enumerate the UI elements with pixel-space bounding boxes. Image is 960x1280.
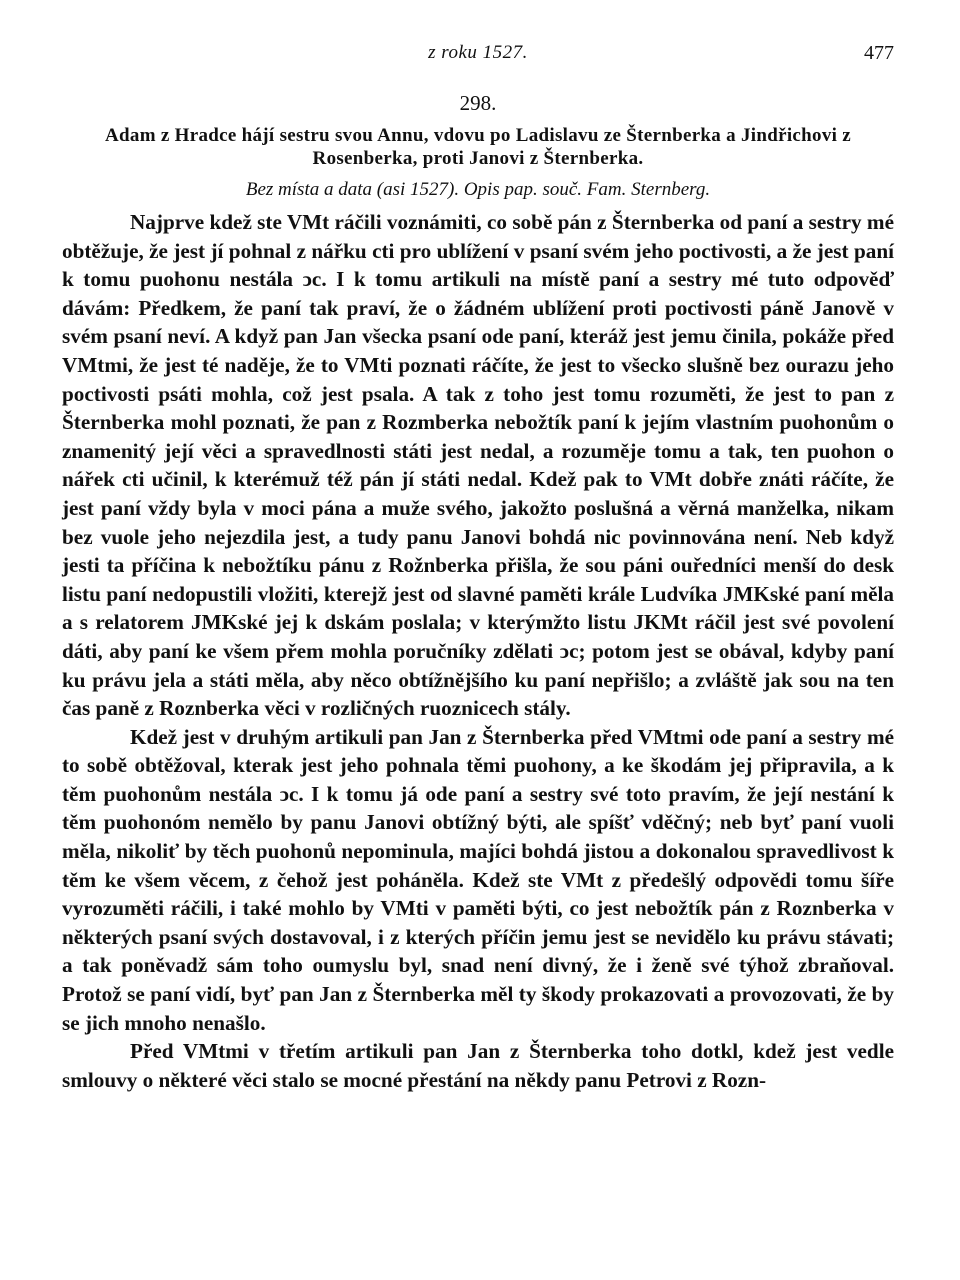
body-paragraph: Najprve kdež ste VMt ráčili voznámiti, co sobě pán z Šternberka od paní a sestry mé obtěžuje, že jest jí pohnal z nářku cti pro ublížení v psaní svém jeho poctivosti, a že jest paní k tomu puohonu nestála ͻc. I k tomu artikuli na místě paní a sestry mé tuto odpověď dávám: Předkem, že paní tak praví, že o žádném ublížení proti poctivosti páně Janově v svém psaní neví. A když pan Jan všecka psaní ode paní, kteráž jest jemu činila, pokáže před VMtmi, že jest té naděje, že to VMti poznati ráčíte, že jest to všecko slušně bez ourazu jeho poctivosti psáti mohla, což jest psala. A tak z toho jest tomu rozuměti, že jest to pan z Šternberka mohl poznati, že pan z Rozmberka nebožtík paní k jejím vlastním puohonům o znamenitý její věci a spravedlnosti státi jest nedal, a rozuměje tomu a tak, ten puohon o nářek cti učinil, k kterémuž též pán jí státi nedal. Kdež pak to VMt dobře znáti ráčíte, že jest paní vždy byla v moci pána a muže svého, jakožto poslušná a věrná manželka, nikam bez vuole jeho nejezdila jest, a tudy panu Janovi bohdá nic povinnována není. Neb když jesti ta příčina k nebožtíku pánu z Rožnberka přišla, že sou páni ouředníci menší do desk listu paní nedopustili vložiti, kterejž jest od slavné paměti krále Ludvíka JMKské paní měla a s relatorem JMKské jej k dskám poslala; v kterýmžto listu JKMt ráčil jest své povolení dáti, aby paní ke všem přem mohla poručníky zdělati ͻc; potom jest se obával, kdyby paní ku právu jela a státi měla, aby něco obtížnějšího ku paní nepřišlo; a zvláště jak sou na ten čas paně z Roznberka věci v rozličných ruoznicech stály. [62,210,894,721]
book-page [62,38,894,1094]
body-paragraph: Kdež jest v druhým artikuli pan Jan z Šternberka před VMtmi ode paní a sestry mé to sobě obtěžoval, kterak jest jeho pohnala těmi puohony, a ke škodám jej připravila, a k těm puohonům nestála ͻc. I k tomu já ode paní a sestry své toto pravím, že její nestání k těm puohonóm nemělo by panu Janovi obtížný býti, ale spíšť vděčný; neb byť paní vuoli měla, nikoliť by těch puohonů nepominula, majíci bohdá jistou a dokonalou spravedlivost k těm ke všem věcem, z čehož jest poháněla. Kdež ste VMt z předešlý odpovědi tomu šíře vyrozuměti ráčili, i také mohlo by VMti v paměti býti, co jest nebožtík pán z Roznberka v některých psaní svých dostavoval, i z kterých příčin jemu jest se nevidělo ku právu stávati; a tak poněvadž sám toho oumyslu byl, snad není divný, že i ženě své týhož zbraňoval. Protož se paní vidí, byť pan Jan z Šternberka měl ty škody prokazovati a provozovati, že by se jich mnoho nenašlo. [62,724,894,1035]
running-title: z roku 1527. [428,42,528,63]
body-paragraph: Před VMtmi v třetím artikuli pan Jan z Šternberka toho dotkl, kdež jest vedle smlouvy o některé věci stalo se mocné přestání na někdy panu Petrovi z Rozn- [62,1039,894,1092]
document-number: 298. [459,91,497,115]
page-number: 477 [864,42,894,64]
document-regest: Adam z Hradce hájí sestru svou Annu, vdovu po Ladislavu ze Šternberka a Jindřichovi z Rosenberka, proti Janovi z Šternberka. [105,125,851,169]
running-header [62,38,894,74]
document-body [62,208,894,1094]
source-note: Bez místa a data (asi 1527). Opis pap. souč. Fam. Sternberg. [245,179,711,200]
